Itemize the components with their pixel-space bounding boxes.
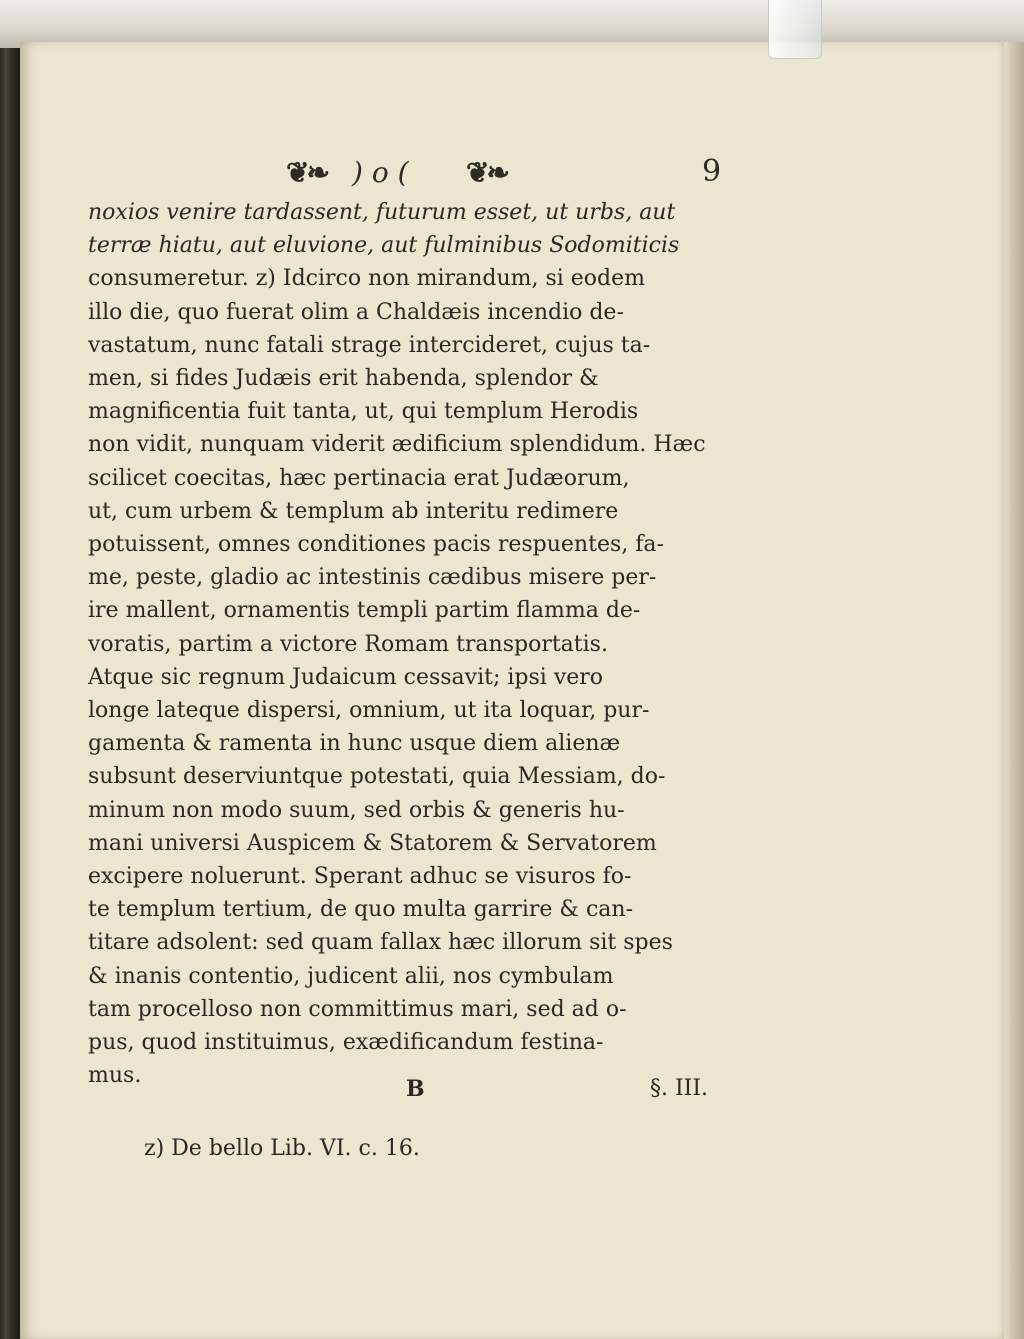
- text-line: magnificentia fuit tanta, ut, qui templum Herodis: [88, 399, 639, 425]
- text-line: vastatum, nunc fatali strage intercideret, cujus ta-: [88, 332, 651, 358]
- text-line: mus.: [88, 1063, 142, 1089]
- text-line: non vidit, nunquam viderit ædificium splendidum. Hæc: [88, 432, 706, 458]
- text-line: ire mallent, ornamentis templi partim flamma de-: [88, 598, 641, 624]
- text-line: noxios venire tardassent, futurum esset, ut urbs, aut: [88, 200, 676, 225]
- text-line: & inanis contentio, judicent alii, nos cymbulam: [88, 963, 614, 989]
- footnote: z) De bello Lib. VI. c. 16.: [144, 1136, 420, 1161]
- text-line: Atque sic regnum Judaicum cessavit; ipsi vero: [88, 664, 604, 690]
- text-line: ut, cum urbem & templum ab interitu redimere: [88, 498, 619, 524]
- text-line: pus, quod instituimus, exædificandum festina-: [88, 1030, 604, 1056]
- text-line: potuissent, omnes conditiones pacis respuentes, fa-: [88, 532, 664, 558]
- text-line: men, si fides Judæis erit habenda, splendor &: [88, 366, 599, 392]
- text-line: mani universi Auspicem & Statorem & Servatorem: [88, 830, 657, 856]
- text-line: tam procelloso non committimus mari, sed ad o-: [88, 996, 627, 1022]
- signature-mark: B: [406, 1076, 425, 1102]
- scanner-top-strip: [0, 0, 1024, 48]
- page-number: 9: [702, 154, 722, 189]
- text-line: excipere noluerunt. Sperant adhuc se visuros fo-: [88, 864, 632, 890]
- catchword: §. III.: [650, 1076, 709, 1101]
- text-line: terræ hiatu, aut eluvione, aut fulminibus Sodomiticis: [88, 233, 680, 259]
- page-clip: [768, 0, 822, 59]
- text-line: te templum tertium, de quo multa garrire & can-: [88, 897, 634, 923]
- text-line: longe lateque dispersi, omnium, ut ita loquar, pur-: [88, 698, 650, 724]
- ornament-left-icon: ❦❧: [286, 156, 327, 189]
- text-line: consumeretur. z) Idcirco non mirandum, si eodem: [88, 266, 646, 292]
- text-line: scilicet coecitas, hæc pertinacia erat Judæorum,: [88, 465, 630, 491]
- text-line: titare adsolent: sed quam fallax hæc illorum sit spes: [88, 930, 673, 956]
- text-line: gamenta & ramenta in hunc usque diem alienæ: [88, 731, 621, 757]
- header-parenthesis: ) o (: [352, 156, 409, 189]
- page-fore-edge: [1004, 42, 1024, 1339]
- ornament-right-icon: ❦❧: [466, 156, 507, 189]
- text-line: subsunt deserviuntque potestati, quia Messiam, do-: [88, 764, 666, 790]
- text-line: me, peste, gladio ac intestinis cædibus misere per-: [88, 565, 657, 591]
- main-text-block: [88, 196, 736, 1092]
- text-line: minum non modo suum, sed orbis & generis hu-: [88, 797, 625, 823]
- running-header: [286, 150, 976, 198]
- text-line: illo die, quo fuerat olim a Chaldæis incendio de-: [88, 299, 624, 325]
- text-line: voratis, partim a victore Romam transportatis.: [88, 631, 608, 657]
